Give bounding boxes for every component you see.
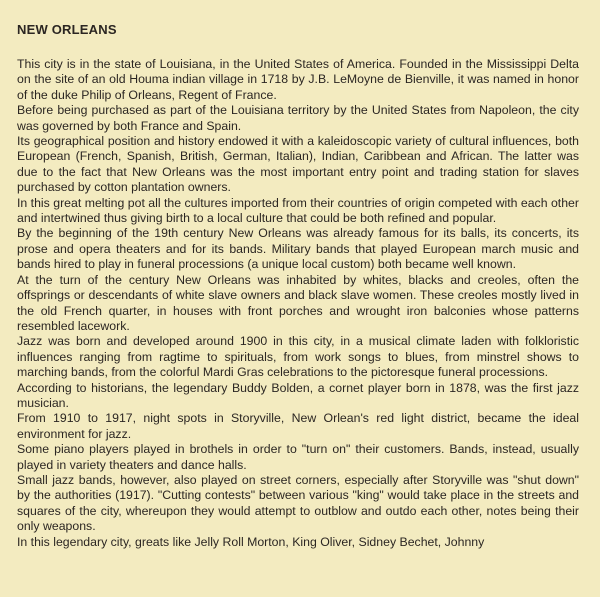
paragraph: Jazz was born and developed around 1900 in this city, in a musical climate laden with folkloristic influences ranging from ragtime to spirituals, from work songs to blues, from minstrel shows to marching bands, from the colorful Mardi Gras celebrations to the pictoresque funeral processions. — [17, 334, 579, 380]
document-title: NEW ORLEANS — [17, 22, 117, 37]
paragraph: Before being purchased as part of the Louisiana territory by the United States from Napoleon, the city was governed by both France and Spain. — [17, 103, 579, 133]
paragraph: By the beginning of the 19th century New Orleans was already famous for its balls, its concerts, its prose and opera theaters and for its bands. Military bands that played European march music and bands hired to play in funeral processions (a unique local custom) both became well known. — [17, 226, 579, 272]
document-body — [17, 57, 579, 550]
paragraph: This city is in the state of Louisiana, in the United States of America. Founded in the Mississippi Delta on the site of an old Houma indian village in 1718 by J.B. LeMoyne de Bienville, it was named in honor of the duke Philip of Orleans, Regent of France. — [17, 57, 579, 102]
paragraph: In this legendary city, greats like Jelly Roll Morton, King Oliver, Sidney Bechet, Johnny — [17, 534, 485, 549]
paragraph: Small jazz bands, however, also played on street corners, especially after Storyville was "shut down" by the authorities (1917). "Cutting contests" between various "king" would take place in the streets and squares of the city, whereupon they would attempt to outblow and outdo each other, notes being their only weapons. — [17, 472, 579, 534]
paragraph: Some piano players played in brothels in order to "turn on" their customers. Bands, instead, usually played in variety theaters and dance halls. — [17, 442, 579, 472]
paragraph: Its geographical position and history endowed it with a kaleidoscopic variety of cultural influences, both European (French, Spanish, British, German, Italian), Indian, Caribbean and African. The latter was due to the fact that New Orleans was the most important entry point and trading station for slaves purchased by cotton plantation owners. — [17, 134, 579, 195]
paragraph: From 1910 to 1917, night spots in Storyville, New Orlean's red light district, became the ideal environment for jazz. — [17, 411, 579, 441]
paragraph: At the turn of the century New Orleans was inhabited by whites, blacks and creoles, often the offsprings or descendants of white slave owners and black slave women. These creoles mostly lived in the old French quarter, in houses with front porches and wrought iron balconies whose patterns resembled lacework. — [17, 272, 579, 333]
paragraph: According to historians, the legendary Buddy Bolden, a cornet player born in 1878, was the first jazz musician. — [17, 380, 579, 410]
paragraph: In this great melting pot all the cultures imported from their countries of origin competed with each other and intertwined thus giving birth to a local culture that could be both refined and popular. — [17, 195, 579, 226]
